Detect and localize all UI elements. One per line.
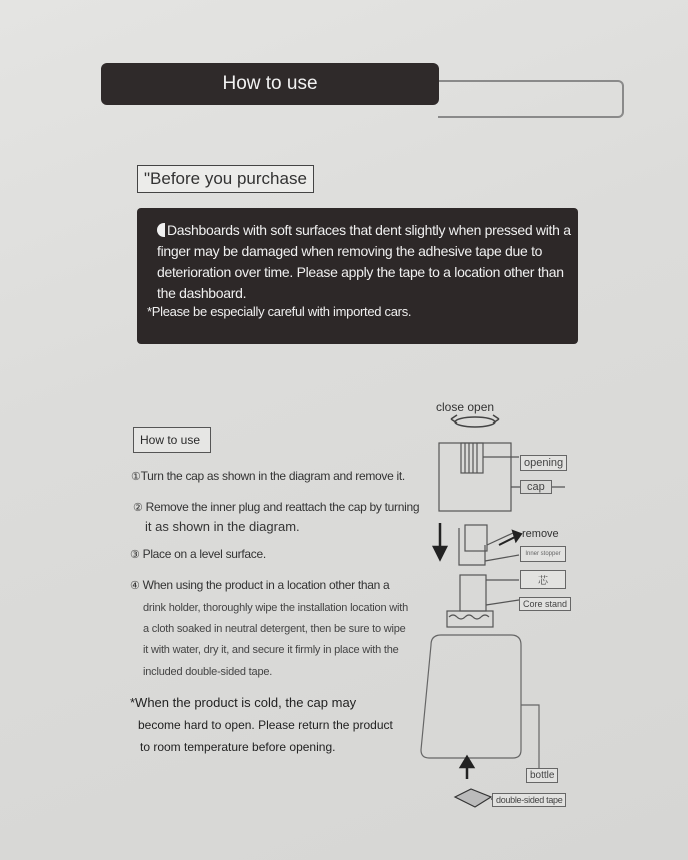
step-4-text-line2: drink holder, thoroughly wipe the installation location with — [143, 602, 408, 614]
cap-label: cap — [520, 480, 552, 494]
step-3-number: ③ — [130, 549, 140, 561]
before-purchase-label: "Before you purchase — [137, 165, 314, 193]
bottle-drawing — [421, 635, 539, 770]
core-stand-label: Core stand — [519, 597, 571, 611]
down-arrow-icon — [434, 523, 446, 559]
core-label: 芯 — [520, 570, 566, 589]
header-bar — [101, 63, 439, 105]
cap-drawing — [439, 443, 565, 511]
step-4-text-line1: When using the product in a location other than a — [142, 578, 390, 592]
bullet-icon — [157, 223, 165, 237]
tape-drawing — [455, 789, 495, 807]
step-3 — [130, 547, 266, 561]
how-to-use-label: How to use — [133, 427, 211, 453]
up-arrow-icon — [461, 757, 473, 779]
close-open-label: close open — [436, 400, 495, 414]
opening-label: opening — [520, 455, 567, 471]
warning-text: Dashboards with soft surfaces that dent slightly when pressed with a finger may be damaged when removing the adhesive tape due to deterioration over time. Please apply the tape to a location other than the dashboard. — [157, 222, 571, 301]
header-outline — [438, 80, 624, 118]
cold-note-line1: *When the product is cold, the cap may — [130, 695, 357, 710]
bottle-label: bottle — [526, 768, 558, 783]
step-2-line1 — [133, 500, 419, 514]
step-2-number: ② — [133, 502, 143, 514]
header-title: How to use — [222, 73, 318, 94]
step-4-text-line3: a cloth soaked in neutral detergent, then be sure to wipe — [143, 623, 406, 635]
cold-note-line2: become hard to open. Please return the product — [138, 718, 393, 732]
step-1-text: Turn the cap as shown in the diagram and remove it. — [140, 469, 405, 483]
inner-plug-drawing — [459, 525, 519, 565]
warning-box — [137, 208, 578, 344]
double-sided-tape-label: double-sided tape — [492, 793, 566, 807]
step-2-text-line2: it as shown in the diagram. — [145, 519, 300, 534]
step-3-text: Place on a level surface. — [142, 547, 266, 561]
imported-cars-note: *Please be especially careful with imported cars. — [147, 304, 412, 319]
step-1-number: ① — [131, 471, 141, 483]
step-4-text-line4: it with water, dry it, and secure it firmly in place with the — [143, 644, 399, 656]
rotate-arrows-icon — [451, 415, 499, 427]
step-2-text-line1: Remove the inner plug and reattach the cap by turning — [145, 500, 420, 514]
step-4-text-line5: included double-sided tape. — [143, 666, 273, 678]
remove-label: remove — [522, 528, 559, 540]
step-1 — [131, 469, 405, 483]
step-4-number: ④ — [130, 580, 140, 592]
core-stand-drawing — [447, 575, 519, 627]
cold-note-line3: to room temperature before opening. — [140, 740, 336, 754]
warning-text-block — [157, 220, 572, 304]
inner-stopper-label: Inner stopper — [520, 546, 566, 562]
step-4-line1 — [130, 578, 389, 592]
